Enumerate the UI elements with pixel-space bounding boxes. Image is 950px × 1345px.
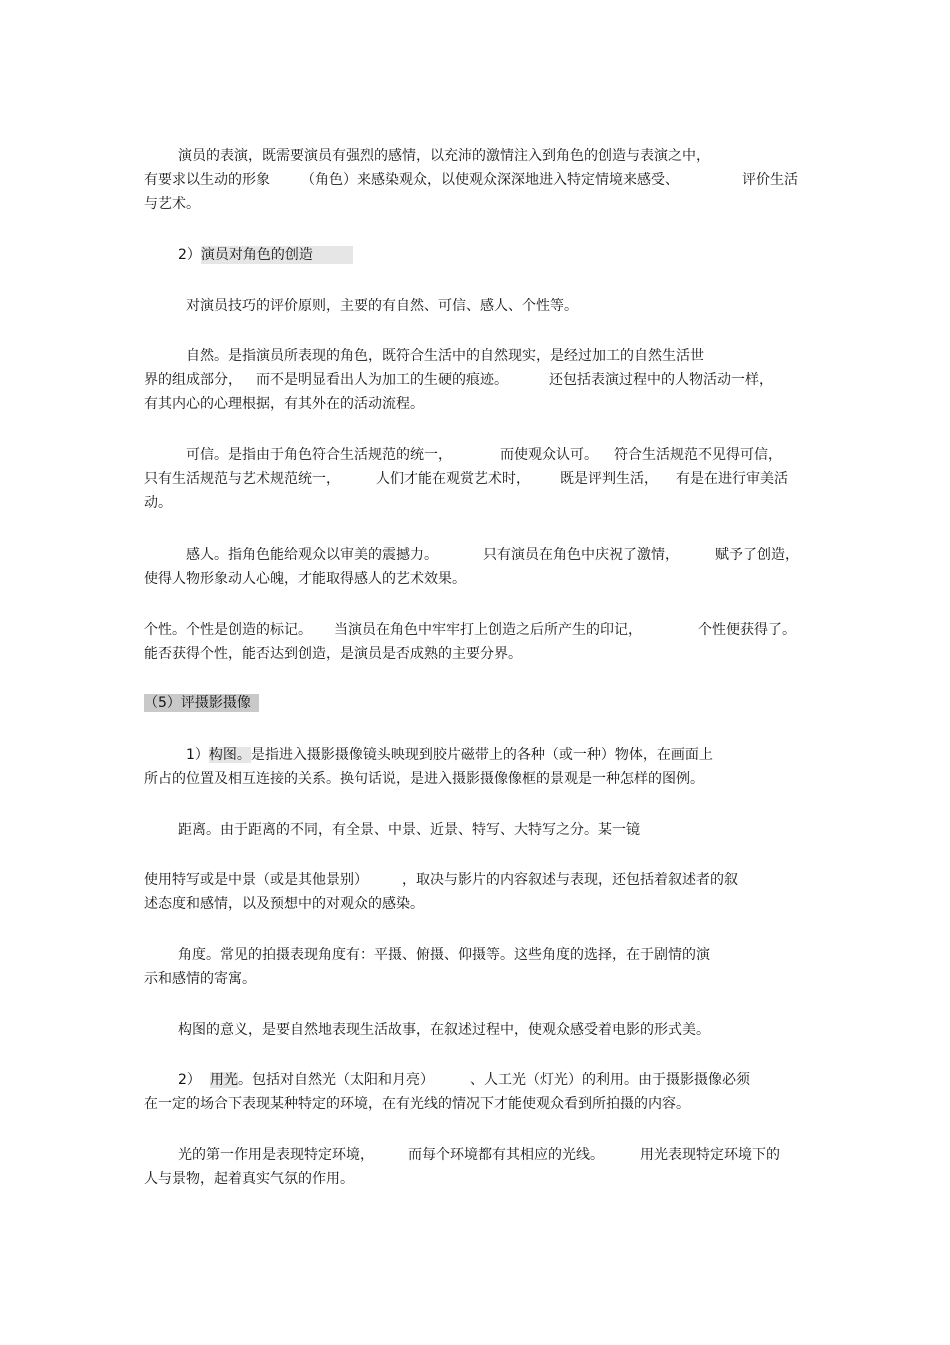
p4-line2b [376,469,530,489]
p13-line1a [178,1145,374,1165]
text: 界的组成部分， [144,372,242,388]
section-heading-photography [144,693,259,713]
p1-line3 [144,194,200,214]
p3-line1 [186,346,704,366]
text: 构图的意义，是要自然地表现生活故事，在叙述过程中，使观众感受着电影的形式美。 [178,1022,710,1038]
p11-line1 [178,1020,710,1040]
p7-line1 [186,745,713,765]
text: 可信。是指由于角色符合生活规范的统一， [186,447,452,463]
p10-line1 [178,945,710,965]
text: 对演员技巧的评价原则，主要的有自然、可信、感人、个性等。 [186,298,578,314]
text: ，取决与影片的内容叙述与表现，还包括着叙述者的叙 [402,872,738,888]
text: 与艺术。 [144,196,200,212]
p1-line1 [178,146,710,166]
p8-line1 [178,820,640,840]
text: 有是在进行审美活 [676,471,788,487]
text: 角度。常见的拍摄表现角度有：平摄、俯摄、仰摄等。这些角度的选择，在于剧情的演 [178,947,710,963]
text: 而使观众认可。 [500,447,598,463]
text: 是指进入摄影摄像镜头映现到胶片磁带上的各种（或一种）物体，在画面上 [250,747,713,763]
text: 使用特写或是中景（或是其他景别） [144,872,368,888]
p3-line2b [256,370,508,390]
text: 演员的表演，既需要演员有强烈的感情，以充沛的激情注入到角色的创造与表演之中， [178,148,710,164]
text: 自然。是指演员所表现的角色，既符合生活中的自然现实，是经过加工的自然生活世 [186,348,704,364]
text: 述态度和感情，以及预想中的对观众的感染。 [144,896,424,912]
text: 个性。个性是创造的标记。 [144,622,312,638]
p10-line2 [144,969,256,989]
p6-line1a [144,620,312,640]
heading-prefix: 2） [178,247,201,263]
text: 动。 [144,495,172,511]
p1-line2b [301,170,679,190]
text: 当演员在角色中牢牢打上创造之后所产生的印记， [334,622,642,638]
text: 1） [186,747,209,763]
text: （角色）来感染观众，以使观众深深地进入特定情境来感受、 [301,172,679,188]
p5-line1a [186,545,438,565]
text: 用光表现特定环境下的 [640,1147,780,1163]
p13-line2 [144,1169,354,1189]
text: 示和感情的寄寓。 [144,971,256,987]
text: 人们才能在观赏艺术时， [376,471,530,487]
text: 能否获得个性，能否达到创造，是演员是否成熟的主要分界。 [144,646,522,662]
p6-line2 [144,644,522,664]
p6-line1b [334,620,642,640]
p13-line1c [640,1145,780,1165]
text: 而不是明显看出人为加工的生硬的痕迹。 [256,372,508,388]
p9-line1a [144,870,368,890]
highlighted-term: 用光 [210,1072,238,1088]
p7-line2 [144,769,704,789]
text: 既是评判生活， [560,471,658,487]
text: 有其内心的心理根据，有其外在的活动流程。 [144,396,424,412]
text: 距离。由于距离的不同，有全景、中景、近景、特写、大特写之分。某一镜 [178,822,640,838]
p12-line2 [144,1094,690,1114]
text: 2） [178,1072,201,1088]
p12-line1 [178,1070,201,1090]
text: 个性便获得了。 [698,622,796,638]
p1-line2c [742,170,798,190]
p4-line3 [144,493,172,513]
text: 所占的位置及相互连接的关系。换句话说，是进入摄影摄像像框的景观是一种怎样的图例。 [144,771,704,787]
p3-line3 [144,394,424,414]
p12-line1d [470,1070,750,1090]
text: 评价生活 [742,172,798,188]
text: 、人工光（灯光）的利用。由于摄影摄像必须 [470,1072,750,1088]
text: 在一定的场合下表现某种特定的环境，在有光线的情况下才能使观众看到所拍摄的内容。 [144,1096,690,1112]
text: 感人。指角色能给观众以审美的震撼力。 [186,547,438,563]
p3-line2a [144,370,242,390]
text: 而每个环境都有其相应的光线。 [408,1147,604,1163]
p9-line1b [402,870,738,890]
text: 符合生活规范不见得可信， [614,447,782,463]
p9-line2 [144,894,424,914]
text: 只有演员在角色中庆祝了激情， [483,547,679,563]
text: 赋予了创造， [715,547,799,563]
p1-line2 [144,170,270,190]
p4-line2c [560,469,658,489]
p4-line1c [614,445,782,465]
text: 。包括对自然光（太阳和月亮） [238,1072,434,1088]
heading-title: （5）评摄影摄像 [144,694,259,712]
highlighted-term: 构图。 [208,747,251,763]
p2-line1 [186,296,578,316]
text: 使得人物形象动人心魄，才能取得感人的艺术效果。 [144,571,466,587]
p13-line1b [408,1145,604,1165]
text: 还包括表演过程中的人物活动一样， [549,372,773,388]
heading-title: 演员对角色的创造 [201,246,353,264]
p4-line1a [186,445,452,465]
text: 人与景物，起着真实气氛的作用。 [144,1171,354,1187]
text: 光的第一作用是表现特定环境， [178,1147,374,1163]
p4-line2a [144,469,340,489]
section-heading-role-creation [178,245,353,265]
p5-line1b [483,545,679,565]
p6-line1c [698,620,796,640]
p5-line1c [715,545,799,565]
p12-line1-term [210,1070,434,1090]
text: 只有生活规范与艺术规范统一， [144,471,340,487]
p5-line2 [144,569,466,589]
text: 有要求以生动的形象 [144,172,270,188]
p4-line1b [500,445,598,465]
p4-line2d [676,469,788,489]
p3-line2c [549,370,773,390]
